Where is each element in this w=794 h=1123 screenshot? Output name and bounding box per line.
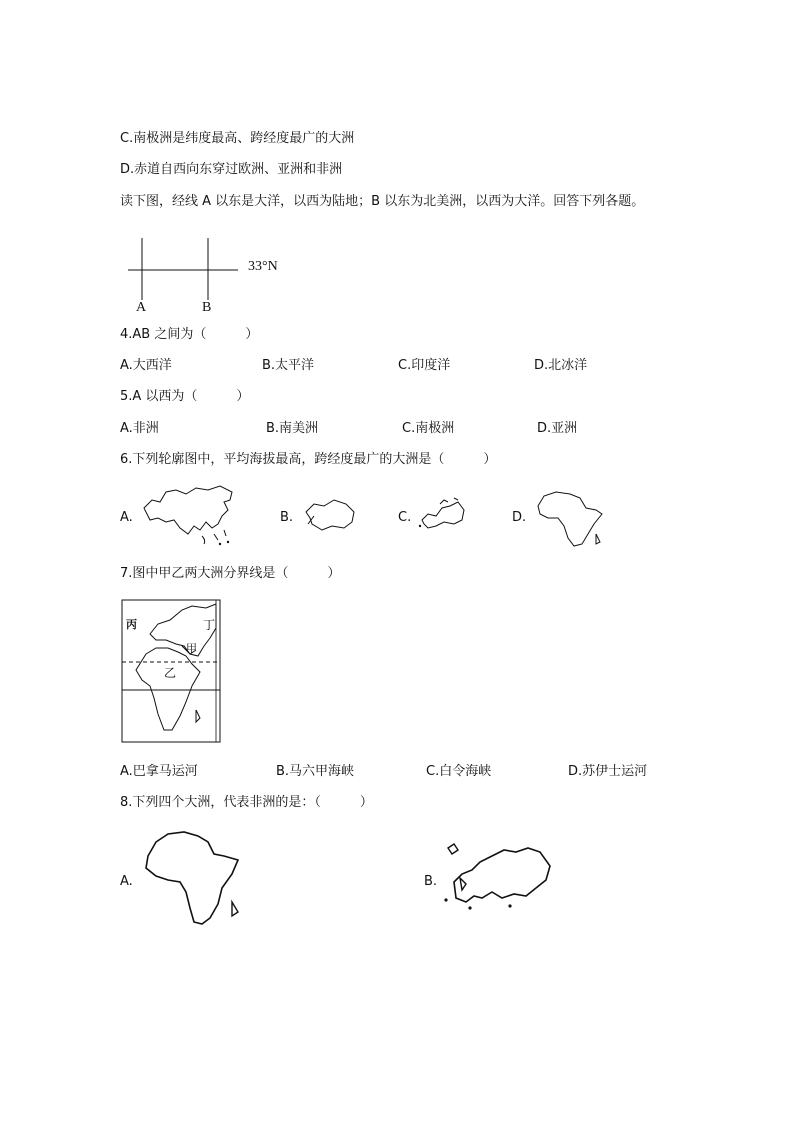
asia-outline-icon [140, 482, 240, 550]
q5-option-d[interactable]: D.亚洲 [537, 421, 578, 436]
q4-option-d[interactable]: D.北冰洋 [534, 358, 588, 373]
europe-outline-icon [440, 840, 556, 914]
meridian-b-label: B [202, 300, 212, 315]
question-7-stem: 7.图中甲乙两大洲分界线是（ ） [120, 566, 341, 581]
q7-option-b[interactable]: B.马六甲海峡 [276, 764, 355, 779]
meridian-diagram [120, 230, 320, 322]
q5-option-b[interactable]: B.南美洲 [266, 421, 319, 436]
q4-option-c[interactable]: C.印度洋 [398, 358, 451, 373]
question-5-stem: 5.A 以西为（ ） [120, 389, 250, 404]
latitude-label: 33°N [248, 259, 278, 274]
option-d-statement: D.赤道自西向东穿过欧洲、亚洲和非洲 [120, 162, 343, 177]
option-c-statement: C.南极洲是纬度最高、跨经度最广的大洲 [120, 131, 355, 146]
antarctica-outline-icon [300, 494, 360, 534]
map-label-bing: 丙 [126, 618, 137, 631]
q8-option-b[interactable]: B. [424, 874, 438, 889]
q4-option-a[interactable]: A.大西洋 [120, 358, 172, 373]
q7-option-c[interactable]: C.白令海峡 [426, 764, 492, 779]
q6-option-a[interactable]: A. [120, 510, 133, 525]
africa-outline-icon [530, 488, 610, 550]
map-label-yi: 乙 [164, 666, 177, 680]
q6-option-b[interactable]: B. [280, 510, 294, 525]
meridian-a-label: A [136, 300, 147, 315]
q5-option-c[interactable]: C.南极洲 [402, 421, 455, 436]
question-4-stem: 4.AB 之间为（ ） [120, 327, 259, 342]
europe-outline-icon [414, 496, 470, 536]
question-6-stem: 6.下列轮廓图中，平均海拔最高，跨经度最广的大洲是（ ） [120, 452, 497, 467]
q7-option-d[interactable]: D.苏伊士运河 [568, 764, 648, 779]
africa-outline-icon [138, 826, 250, 930]
q6-option-c[interactable]: C. [398, 510, 412, 525]
reading-instruction: 读下图，经线 A 以东是大洋，以西为陆地；B 以东为北美洲，以西为大洋。回答下列各题。 [120, 194, 645, 209]
q4-option-b[interactable]: B.太平洋 [262, 358, 315, 373]
q7-option-a[interactable]: A.巴拿马运河 [120, 764, 198, 779]
question-8-stem: 8.下列四个大洲，代表非洲的是：（ ） [120, 795, 373, 810]
map-label-ding: 丁 [203, 618, 216, 632]
map-label-jia: 甲 [186, 642, 197, 655]
q8-option-a[interactable]: A. [120, 874, 133, 889]
q5-option-a[interactable]: A.非洲 [120, 421, 159, 436]
q6-option-d[interactable]: D. [512, 510, 527, 525]
